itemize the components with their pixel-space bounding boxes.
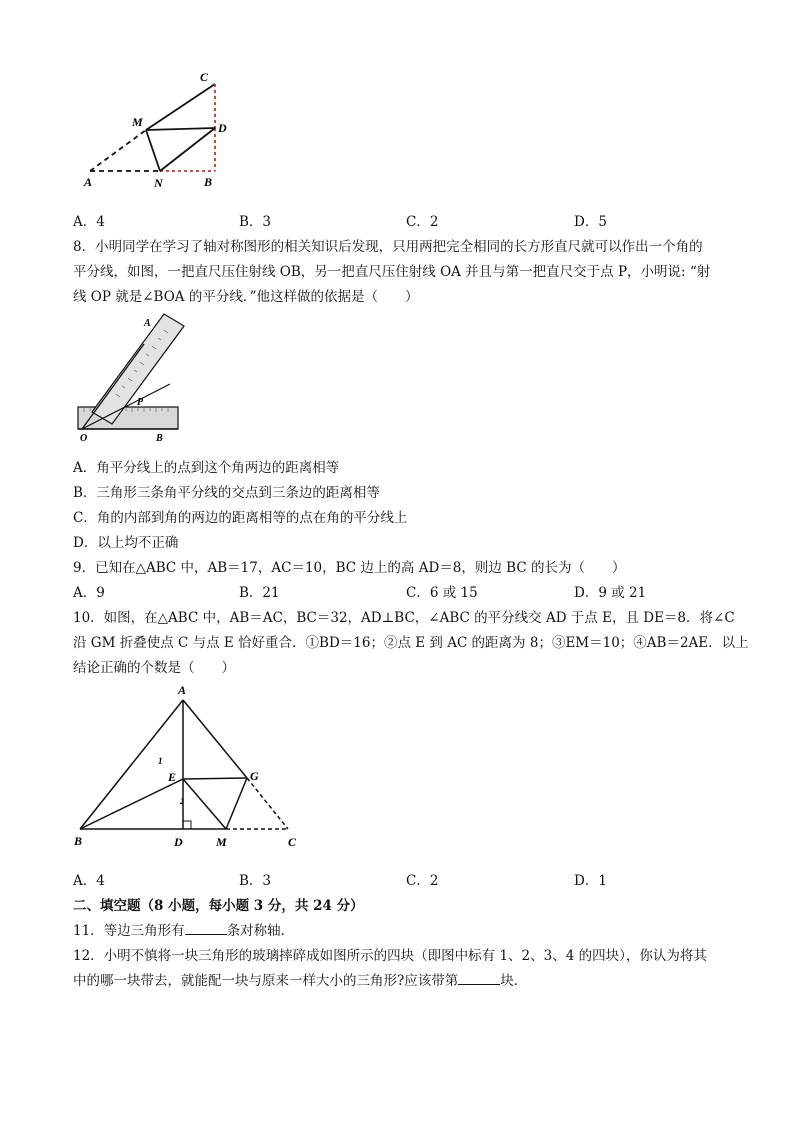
q7-label-D: D (218, 121, 227, 135)
q9-option-d: D．9 或 21 (574, 585, 647, 601)
q10-figure (70, 680, 310, 852)
q8-text-line-2: 平分线，如图，一把直尺压住射线 OB，另一把直尺压住射线 OA 并且与第一把直尺交于点 P，小明说: “射 (73, 264, 711, 280)
q10-segment-GM (226, 778, 247, 829)
q9-option-c: C．6 或 15 (406, 585, 478, 601)
q10-label-M: M (216, 835, 227, 849)
q7-figure (80, 68, 240, 192)
q7-label-M: M (132, 115, 143, 129)
q10-mark-1: 1 (158, 756, 163, 766)
q9-text-line-1: 9．已知在△ABC 中，AB＝17，AC＝10，BC 边上的高 AD＝8，则边 BC 的长为（ ） (73, 560, 626, 576)
q7-option-a: A．4 (73, 214, 105, 230)
q10-text-line-3: 结论正确的个数是（ ） (73, 660, 235, 676)
q12-text-line-1: 12．小明不慎将一块三角形的玻璃摔碎成如图所示的四块（即图中标有 1、2、3、4 的四块），你认为将其 (73, 948, 707, 964)
q10-segment-AG (183, 700, 247, 778)
q10-segment-AB (80, 700, 183, 829)
q11-text-after: 条对称轴． (226, 923, 295, 939)
q10-text-line-2: 沿 GM 折叠使点 C 与点 E 恰好重合．①BD＝16；②点 E 到 AC 的距离为 8；③EM＝10；④AB＝2AE．以上 (73, 635, 749, 651)
q9-option-b: B．21 (239, 585, 280, 601)
q8-label-B: B (156, 433, 163, 444)
section-2-title: 二、填空题（8 小题，每小题 3 分，共 24 分） (73, 898, 364, 914)
q10-mark-2: 2 (180, 797, 184, 806)
q7-label-N: N (154, 176, 163, 190)
q10-label-E: E (168, 770, 177, 784)
q7-segment-MN (146, 130, 160, 171)
q11-line (73, 919, 294, 939)
q8-text-line-3: 线 OP 就是∠BOA 的平分线．”他这样做的依据是（ ） (73, 289, 419, 305)
q10-segment-GC (247, 778, 288, 829)
q7-option-c: C．2 (406, 214, 439, 230)
q7-label-B: B (204, 175, 213, 189)
q7-segment-MD (146, 128, 215, 130)
q12-text-before: 中的哪一块带去，就能配一块与原来一样大小的三角形?应该带第 (73, 973, 459, 989)
q8-label-P: P (137, 397, 144, 408)
q8-text-line-1: 8．小明同学在学习了轴对称图形的相关知识后发现，只用两把完全相同的长方形直尺就可以作出一个角的 (73, 239, 703, 255)
q10-option-c: C．2 (406, 873, 439, 889)
q8-option-c: C．角的内部到角的两边的距离相等的点在角的平分线上 (73, 510, 408, 526)
q9-option-a: A．9 (73, 585, 105, 601)
q7-option-b: B．3 (239, 214, 272, 230)
q11-answer-blank[interactable] (185, 922, 227, 935)
q10-segment-BE (80, 779, 183, 829)
q12-answer-blank[interactable] (458, 972, 500, 985)
q7-label-C: C (200, 70, 209, 84)
q10-label-A: A (178, 683, 187, 697)
q10-label-B: B (74, 834, 83, 848)
q10-option-b: B．3 (239, 873, 272, 889)
q10-label-C: C (288, 835, 297, 849)
q8-option-a: A．角平分线上的点到这个角两边的距离相等 (73, 460, 340, 476)
q10-text-line-1: 10．如图，在△ABC 中，AB＝AC，BC＝32，AD⊥BC，∠ABC 的平分线交 AD 于点 E，且 DE＝8．将∠C (73, 610, 735, 626)
q7-segment-AM (90, 130, 146, 171)
q10-right-angle-mark (183, 821, 191, 829)
q10-option-d: D．1 (574, 873, 607, 889)
q7-option-d: D．5 (574, 214, 607, 230)
q10-segment-EG (183, 778, 247, 779)
q12-text-after: 块． (500, 973, 528, 989)
q7-label-A: A (84, 175, 93, 189)
q8-option-b: B．三角形三条角平分线的交点到三条边的距离相等 (73, 485, 380, 501)
q10-label-G: G (250, 769, 259, 783)
q7-segment-MC (146, 84, 215, 130)
q10-option-a: A．4 (73, 873, 105, 889)
q12-line-2 (73, 969, 527, 989)
q11-text-before: 11．等边三角形有 (73, 923, 185, 939)
q8-label-O: O (80, 433, 88, 444)
q10-label-D: D (174, 835, 183, 849)
q8-label-A: A (144, 318, 151, 329)
q8-option-d: D．以上均不正确 (73, 535, 179, 551)
q8-figure (74, 312, 186, 444)
q7-segment-ND (160, 128, 215, 171)
